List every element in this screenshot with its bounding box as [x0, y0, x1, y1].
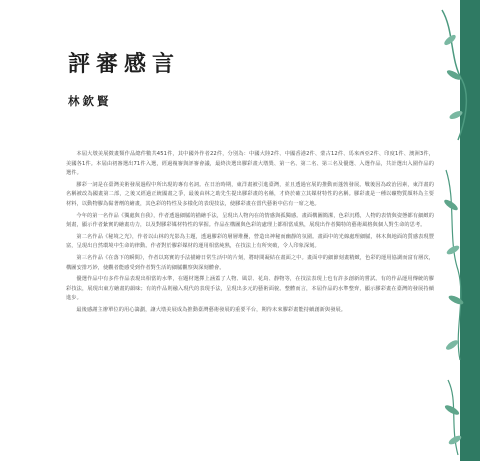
- leaf-decoration: [444, 403, 461, 416]
- leaf-decoration: [445, 339, 460, 352]
- paragraph: 第三名作品《在落下的瞬間》，作者以寫實的手法描繪日常生活中的片刻，將時間凝結在畫面之中。畫面中的細節刻畫精緻，色彩的運用協調而富有層次，構圖安排巧妙，使觀者能感受到作者對生活的細膩觀察與深刻體會。: [66, 254, 434, 271]
- paragraph: 最後感謝主辦單位的用心籌劃，讓大墩美展成為推動臺灣藝術發展的重要平台，期待未來膠彩畫能持續創新與發展。: [76, 306, 347, 313]
- author-name: 林欽賢: [68, 94, 112, 108]
- accent-band: [460, 0, 480, 461]
- paragraph: 今年的第一名作品《獨處與自我》，作者透過細膩的描繪手法，呈現出人物內在的情感與孤獨感。畫面構圖簡潔，色彩沉穩，人物的表情與姿態都有細緻的刻畫，顯示作者紮實的繪畫功力，以及對膠彩媒材特性的掌握。作品在構圖與色彩的處理上都相當成熟，展現出作者獨特的藝術風格與個人對生命的思考。: [66, 212, 434, 229]
- paragraph: 本屆大墩美展徵畫類作品總件數共451件，其中國外作者22件，分別為：中國大陸2件、中國香港2件、蒙古12件、馬來西亞2件、印度1件、澳洲3件，美國各1件。本屆由初審選出71件入選，經過複審與評審會議，最終決選出膠彩畫大墩獎、第一名、第二名、第三名及優選、入選作品，共計選出入圍作品的選件。: [66, 151, 434, 177]
- body-text: [66, 150, 434, 318]
- page-title: 評審感言: [68, 51, 181, 77]
- paragraph: 膠彩一詞是在臺灣美術發展過程中所出現的專有名詞。在日治時期，東洋畫被引進臺灣，並且透過官展的推動而蓬勃發展。戰後因為政治因素，東洋畫的名稱被改為國畫第二部，之後又經過正統國畫之爭，最後由林之助先生提出膠彩畫的名稱，才終於確立其媒材特性的名稱。膠彩畫是一種以礦物質顏料為主要材料，以動物膠為黏著劑的繪畫，其色彩的特性及多樣化的表現技法，使膠彩畫在當代藝術中佔有一席之地。: [66, 181, 434, 207]
- paragraph: 優選作品中有多件作品表現出相當的水準，在題材選擇上涵蓋了人物、風景、花鳥、靜物等，在技法表現上也有許多創新的嘗試。有的作品運用傳統的膠彩技法，展現出東方繪畫的韻味；有的作品則融入現代的表現手法，呈現出多元的藝術面貌。整體而言，本屆作品的水準整齊，顯示膠彩畫在臺灣的發展持續進步。: [66, 276, 434, 302]
- decorative-leaf-border: [436, 0, 480, 461]
- paragraph: 第二名作品《秘境之光》，作者以山林的光影為主題，透過膠彩的層層堆疊，營造出神秘而幽靜的氛圍。畫面中的光線處理細膩，林木與地面的質感表現豐富，呈現出自然環境中生命的律動。作者對於膠彩媒材的運用相當純熟，在技法上有所突破，令人印象深刻。: [66, 233, 434, 250]
- leaf-stem-decoration: [446, 170, 461, 360]
